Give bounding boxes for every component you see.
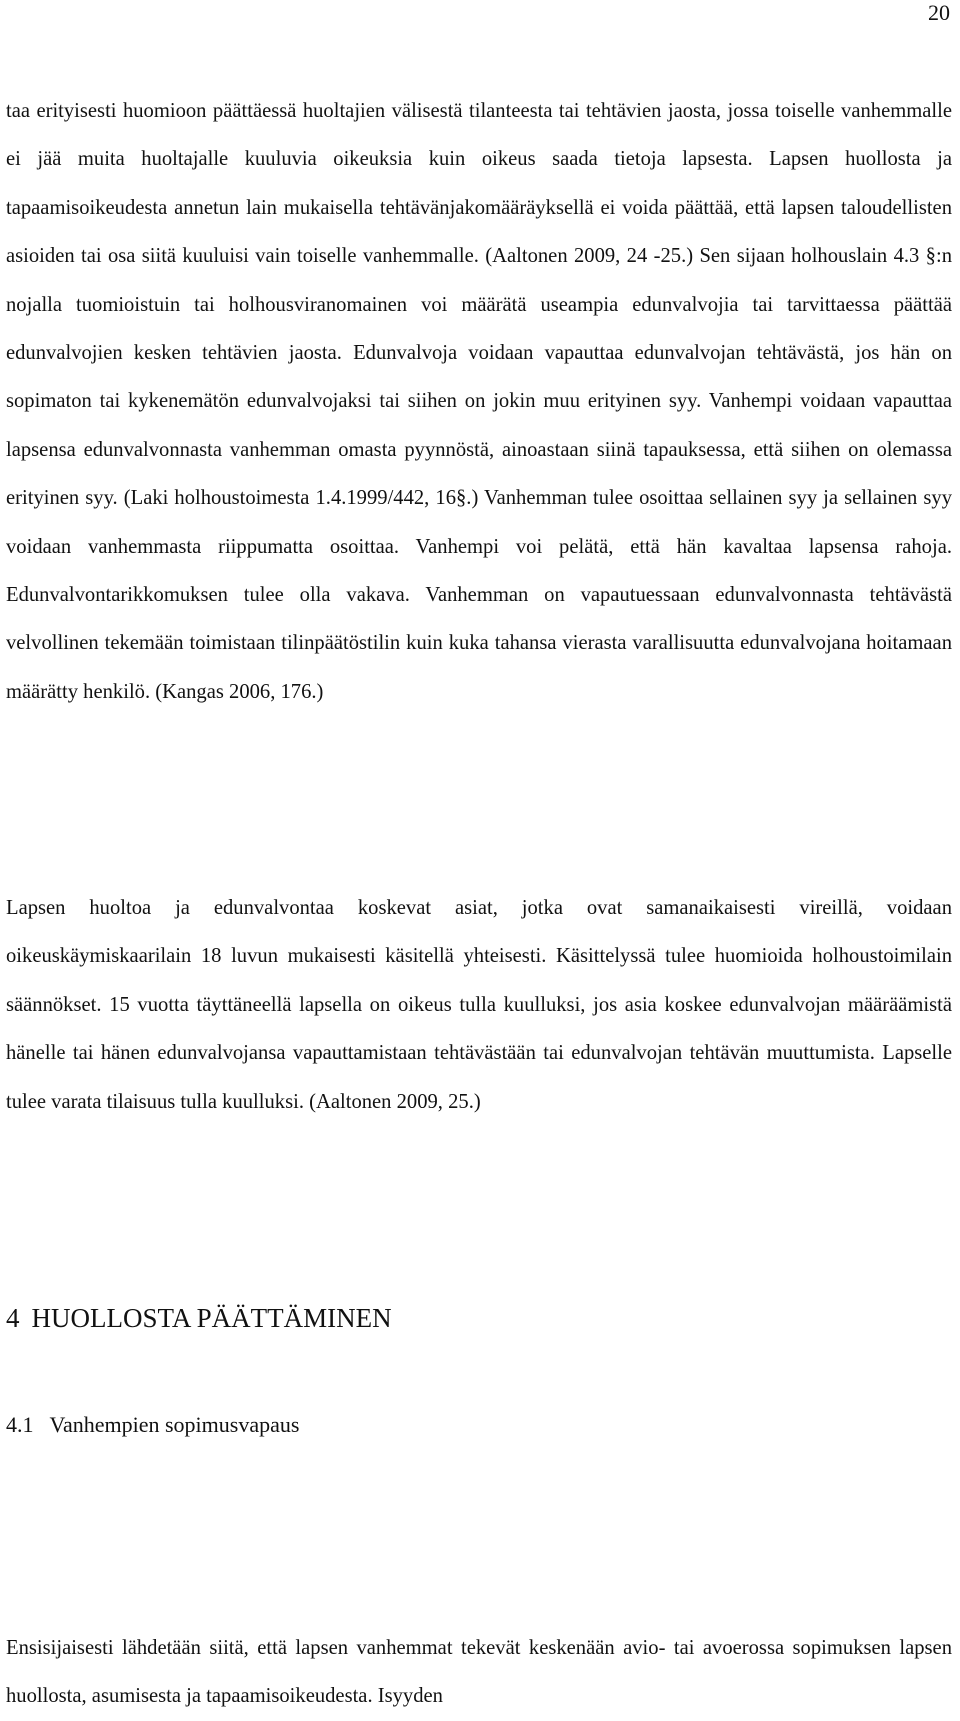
chapter-heading xyxy=(6,1302,392,1334)
section-heading xyxy=(6,1411,299,1439)
section-title: Vanhempien sopimusvapaus xyxy=(49,1412,300,1437)
body-paragraph: taa erityisesti huomioon päättäessä huoltajien välisestä tilanteesta tai tehtävien jaosta, jossa toiselle vanhemmalle ei jää muita huoltajalle kuuluvia oikeuksia kuin oikeus saada tietoja lapsesta. Lapsen huollosta ja tapaamisoikeudesta annetun lain mukaisella tehtävänjakomääräyksellä ei voida päättää, että lapsen taloudellisten asioiden tai osa siitä kuuluisi vain toiselle vanhemmalle. (Aaltonen 2009, 24 -25.) Sen sijaan holhouslain 4.3 §:n nojalla tuomioistuin tai holhousviranomainen voi määrätä useampia edunvalvojia tai tarvittaessa päättää edunvalvojien kesken tehtävien jaosta. Edunvalvoja voidaan vapauttaa edunvalvojan tehtävästä, jos hän on sopimaton tai kykenemätön edunvalvojaksi tai siihen on jokin muu erityinen syy. Vanhempi voidaan vapauttaa lapsensa edunvalvonnasta vanhemman omasta pyynnöstä, ainoastaan siinä tapauksessa, että siihen on olemassa erityinen syy. (Laki holhoustoimesta 1.4.1999/442, 16§.) Vanhemman tulee osoittaa sellainen syy ja sellainen syy voidaan vanhemmasta riippumatta osoittaa. Vanhempi voi pelätä, että hän kavaltaa lapsensa rahoja. Edunvalvontarikkomuksen tulee olla vakava. Vanhemman on vapautuessaan edunvalvonnasta tehtävästä velvollinen tekemään toimistaan tilinpäätöstilin kuin kuka tahansa vierasta varallisuutta edunvalvojana hoitamaan määrätty henkilö. (Kangas 2006, 176.) xyxy=(6,100,952,703)
chapter-title: HUOLLOSTA PÄÄTTÄMINEN xyxy=(31,1303,392,1333)
page-number: 20 xyxy=(928,0,950,25)
body-paragraph: Ensisijaisesti lähdetään siitä, että lapsen vanhemmat tekevät keskenään avio- tai avoerossa sopimuksen lapsen huollosta, asumisesta ja tapaamisoikeudesta. Isyyden xyxy=(6,1637,952,1708)
chapter-number: 4 xyxy=(6,1303,20,1333)
body-paragraph: Lapsen huoltoa ja edunvalvontaa koskevat asiat, jotka ovat samanaikaisesti vireillä, voidaan oikeuskäymiskaarilain 18 luvun mukaisesti käsitellä yhteisesti. Käsittelyssä tulee huomioida holhoustoimilain säännökset. 15 vuotta täyttäneellä lapsella on oikeus tulla kuulluksi, jos asia koskee edunvalvojan määräämistä hänelle tai hänen edunvalvojansa vapauttamistaan tehtävästään tai edunvalvojan tehtävän muuttumista. Lapselle tulee varata tilaisuus tulla kuulluksi. (Aaltonen 2009, 25.) xyxy=(6,897,952,1113)
section-number: 4.1 xyxy=(6,1412,34,1437)
